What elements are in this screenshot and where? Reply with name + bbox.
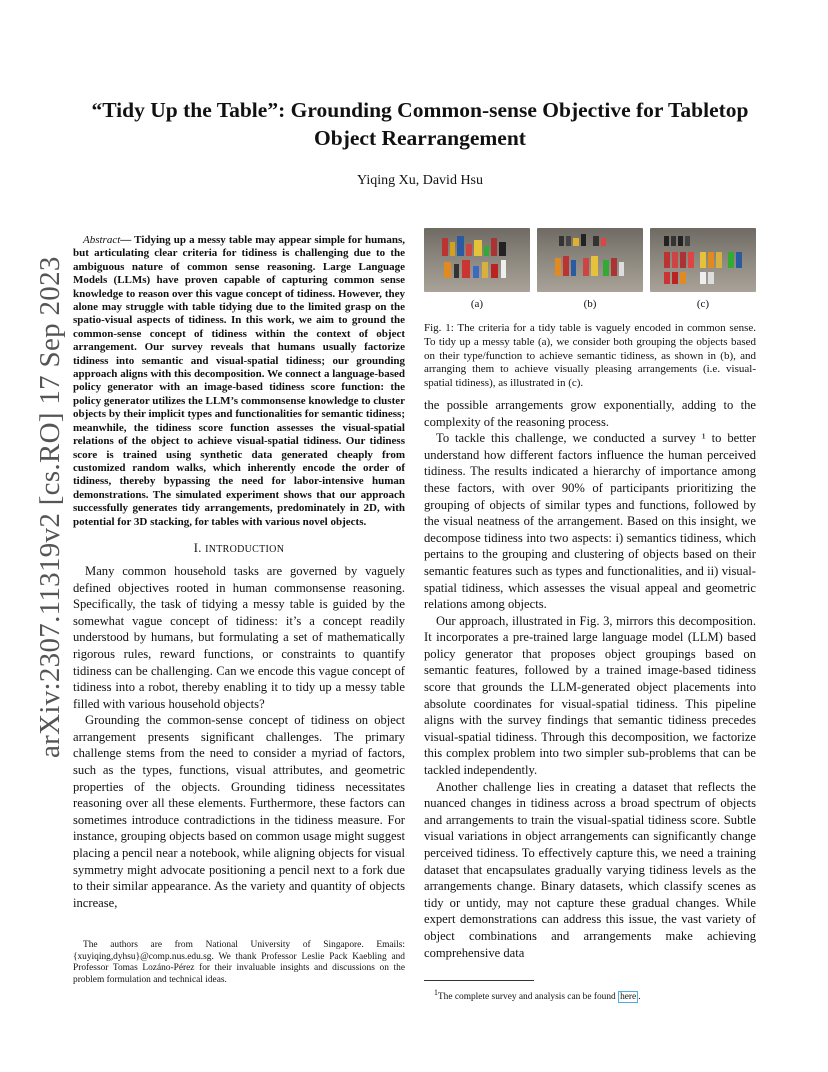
left-column — [73, 234, 405, 911]
authors: Yiqing Xu, David Hsu — [357, 173, 483, 188]
footnote-right-block — [424, 980, 756, 1004]
arxiv-id: arXiv:2307.11319v2 [cs.RO] 17 Sep 2023 — [34, 256, 66, 758]
right-paragraph-approach: Our approach, illustrated in Fig. 3, mirrors this decomposition. It incorporates a pre-trained large language model (LLM) based policy generator that proposes object groupings based on semantic features, followed by a trained image-based tidiness score that grounds the LLM-generated object placements into absolute coordinates for visual-spatial tidiness. This pipeline aligns with the survey findings that semantic tidiness precedes visual-spatial tidiness. Through this decomposition, we factorize this complex problem into two simpler sub-problems that can be tackled independently. — [424, 613, 756, 778]
right-column — [424, 228, 756, 961]
intro-paragraph-2: Grounding the common-sense concept of tidiness on object arrangement presents significant challenges. The primary challenge stems from the need to consider a myriad of factors, such as the types, functions, visual attributes, and geometric properties of the objects. Grounding tidiness necessitates reasoning over all these elements. Furthermore, these factors can sometimes introduce contradictions in the tidiness measure. For instance, grouping objects based on common usage might suggest placing a pencil near a notebook, while aligning objects for visual symmetry might advocate positioning a pencil next to a fork due to their similar appearance. As the variety and quantity of objects increase, — [73, 713, 405, 910]
semantic-grouping-photo — [537, 228, 643, 292]
footnote-mark: 1 — [434, 988, 438, 997]
figure-label-b: (b) — [583, 298, 597, 310]
visual-spatial-photo — [650, 228, 756, 292]
figure-1 — [424, 228, 756, 310]
title-line-1: “Tidy Up the Table”: Grounding Common-sense Objective for Tabletop — [91, 98, 749, 122]
footnote-affiliation: The authors are from National University of Singapore. Emails: {xuyiqing,dyhsu}@comp.nus.edu.sg. We thank Professor Leslie Pack Kaebling and Professor Tomas Lozáno-Pérez for their invaluable insights and discussions on the problem formulation and technical ideas. — [73, 940, 405, 985]
intro-paragraph-1: Many common household tasks are governed by vaguely defined objectives rooted in human commonsense reasoning. Specifically, the task of tidying a messy table is guided by the somewhat vague concept of tidiness: it’s a concept readily understood by humans, but formulating a set of mathematically rigorous rules, reward functions, or constraints to quantify tidiness can be challenging. Can we encode this vague concept of tidiness into a robot, thereby enabling it to tidy up a messy table filled with various household objects? — [73, 563, 405, 711]
messy-table-photo — [424, 228, 530, 292]
abstract — [73, 234, 405, 529]
footnote-survey — [424, 987, 756, 1004]
section-title: INTRODUCTION — [205, 543, 285, 555]
footnote-survey-text: The complete survey and analysis can be found — [437, 992, 619, 1003]
figure-label-a: (a) — [470, 298, 484, 310]
survey-link[interactable]: here — [620, 992, 637, 1003]
title-line-2: Object Rearrangement — [314, 126, 526, 150]
footnote-left-block — [73, 940, 405, 986]
figure-panel-c — [650, 228, 756, 310]
figure-label-c: (c) — [696, 298, 710, 310]
right-paragraph-dataset: Another challenge lies in creating a dataset that reflects the nuanced changes in tidiness across a broad spectrum of objects and arrangements to train the visual-spatial tidiness score. Subtle visual variations in object arrangements can significantly change perceived tidiness. To effectively capture this, we need a training dataset that encapsulates gradually varying tidiness levels as the arrangements change. Binary datasets, which classify scenes as tidy or untidy, may not capture these gradual changes. While expert demonstrations can address this issue, the vast variety of object combinations and arrangements make achieving comprehensive data — [424, 779, 756, 960]
footnote-rule — [424, 980, 534, 981]
section-heading-introduction — [73, 541, 405, 556]
paper-title — [60, 96, 780, 152]
figure-panel-a — [424, 228, 530, 310]
right-paragraph-continued: the possible arrangements grow exponentially, adding to the complexity of the reasoning process. — [424, 397, 756, 429]
abstract-text: — Tidying up a messy table may appear simple for humans, but articulating clear criteria for tidiness is challenging due to the ambiguous nature of common sense reasoning. Large Language Models (LLMs) have proven capable of capturing common sense knowledge to reason over this vague concept of tidiness. However, they alone may struggle with table tidying due to the limited grasp on the spatio-visual aspects of tidiness. In this work, we aim to ground the common-sense concept of tidiness within the context of object arrangement. Our survey reveals that humans usually factorize tidiness into semantic and visual-spatial tidiness; our grounding approach aligns with this decomposition. We connect a language-based policy generator with an image-based tidiness score function: the policy generator utilizes the LLM’s commonsense knowledge to cluster objects by their implicit types and functionalities for semantic tidiness; meanwhile, the tidiness score function assesses the visual-spatial relations of the object to achieve visual-spatial tidiness. Our tidiness score is trained using synthetic data generated cheaply from customized random walks, which inherently encode the order of tidiness, thereby bypassing the need for labor-intensive human demonstrations. The simulated experiment shows that our approach successfully generates tidy arrangements, predominately in 2D, with potential for 3D stacking, for tables with various novel objects. — [73, 234, 405, 528]
abstract-label: Abstract — [83, 234, 121, 246]
arxiv-watermark — [14, 256, 66, 758]
figure-panel-b — [537, 228, 643, 310]
right-paragraph-survey: To tackle this challenge, we conducted a survey ¹ to better understand how different factors influence the human perceived tidiness. The results indicated a hierarchy of importance among these factors, with over 90% of participants prioritizing the grouping of objects of similar types and functions, followed by the visual neatness of the arrangement. Based on this insight, we decompose tidiness into two aspects: i) semantics tidiness, which pertains to the grouping and clustering of objects based on their semantic features such as types and functionalities, and ii) visual-spatial tidiness, which assesses the visual appeal and geometric relations among objects. — [424, 431, 756, 612]
section-number: I. — [193, 540, 202, 555]
footnote-survey-end: . — [638, 992, 641, 1003]
figure-caption: Fig. 1: The criteria for a tidy table is vaguely encoded in common sense. To tidy up a messy table (a), we consider both grouping the objects based on their type/function to achieve semantic tidiness, as shown in (b), and arranging them to achieve visually pleasing arrangements (i.e. visual-spatial tidiness), as illustrated in (c). — [424, 322, 756, 390]
